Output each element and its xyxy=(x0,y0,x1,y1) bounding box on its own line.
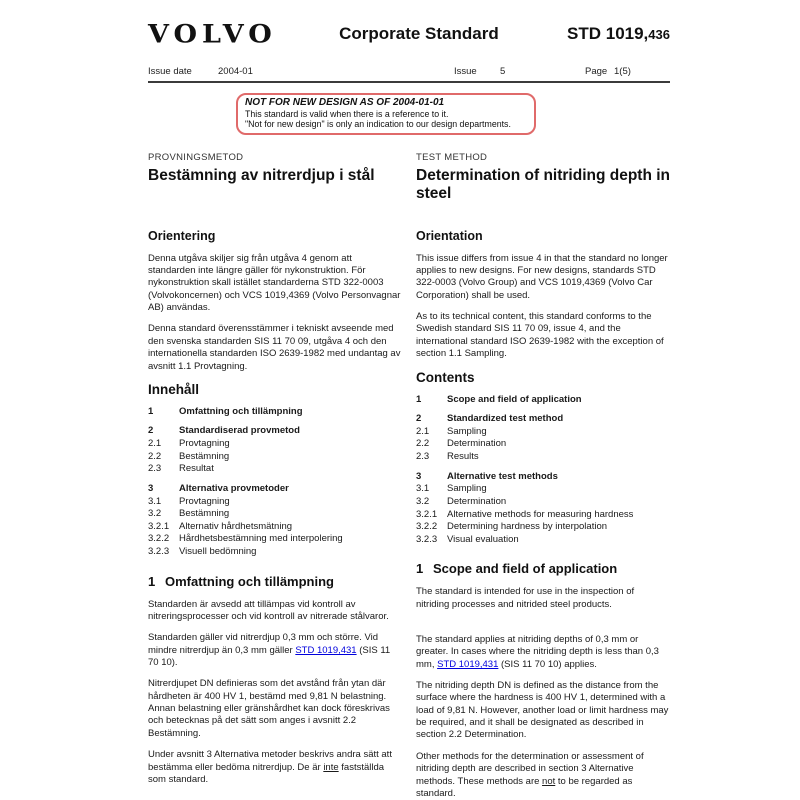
paragraph-text: fastställda som standard. xyxy=(148,761,385,785)
toc-label: Standardiserad provmetod xyxy=(179,425,300,437)
toc-label: Visual evaluation xyxy=(447,533,519,545)
toc-label: Visuell bedömning xyxy=(179,546,257,558)
toc-number: 3.2.2 xyxy=(148,533,170,545)
left-document-title: Bestämning av nitrerdjup i stål xyxy=(148,166,375,184)
toc-label: Bestämning xyxy=(179,508,230,520)
toc-number: 3.2 xyxy=(148,508,162,520)
right-section-1-paragraph-1: The standard is intended for use in the inspection of nitriding processes and nitrided steel products. xyxy=(416,586,635,610)
toc-entry xyxy=(148,496,402,509)
notice-line-3: "Not for new design" is only an indication to our design departments. xyxy=(245,119,511,130)
toc-label: Omfattning och tillämpning xyxy=(179,405,303,417)
english-column xyxy=(416,152,670,800)
toc-entry xyxy=(416,496,670,509)
left-orientation-heading: Orientering xyxy=(148,228,216,243)
emphasized-word: not xyxy=(542,775,556,787)
toc-entry xyxy=(148,406,402,419)
toc-number: 3.2.3 xyxy=(416,533,438,545)
page-label: Page xyxy=(585,66,608,77)
std-1019-431-link[interactable]: STD 1019,431 xyxy=(437,658,499,670)
toc-entry xyxy=(416,438,670,451)
right-orientation-heading: Orientation xyxy=(416,228,483,243)
toc-label: Alternative methods for measuring hardness xyxy=(447,508,634,520)
right-section-1-paragraph-4 xyxy=(416,751,670,800)
document-number-main: STD 1019, xyxy=(567,24,649,43)
left-table-of-contents xyxy=(148,406,402,559)
toc-number: 3.2 xyxy=(416,495,430,507)
toc-entry xyxy=(148,508,402,521)
toc-number: 2.3 xyxy=(148,463,162,475)
document-content xyxy=(148,16,670,800)
toc-label: Alternativ hårdhetsmätning xyxy=(179,520,293,532)
toc-entry xyxy=(416,534,670,547)
paragraph-text: Other methods for the determination or assessment of nitriding depth are described in section 3 Alternative methods. These methods are xyxy=(416,750,644,787)
left-section-1-paragraph-1: Standarden är avsedd att tillämpas vid kontroll av nitreringsprocesser och vid kontroll av nitrerade stålvaror. xyxy=(148,598,389,623)
toc-entry xyxy=(416,483,670,496)
toc-entry xyxy=(148,438,402,451)
toc-number: 2.1 xyxy=(148,438,162,450)
toc-label: Provtagning xyxy=(179,438,230,450)
paragraph-text: to be regarded as standard. xyxy=(416,775,633,799)
toc-entry xyxy=(148,546,402,559)
issue-label: Issue xyxy=(454,66,477,77)
emphasized-word: inte xyxy=(323,761,339,773)
toc-entry xyxy=(148,451,402,464)
toc-entry xyxy=(416,509,670,522)
toc-number: 3 xyxy=(416,470,422,482)
toc-number: 2.2 xyxy=(416,438,430,450)
right-kicker: TEST METHOD xyxy=(416,151,488,163)
section-title: Omfattning och tillämpning xyxy=(165,573,334,589)
toc-label: Alternative test methods xyxy=(447,470,558,482)
volvo-logo: VOLVO xyxy=(148,19,277,49)
toc-number: 3.1 xyxy=(148,495,162,507)
toc-label: Hårdhetsbestämning med interpolering xyxy=(179,533,343,545)
right-section-1-heading xyxy=(416,561,670,576)
toc-entry xyxy=(148,483,402,496)
swedish-column xyxy=(148,152,402,800)
toc-entry xyxy=(148,425,402,438)
toc-label: Sampling xyxy=(447,425,487,437)
toc-entry xyxy=(148,463,402,476)
left-section-1-heading xyxy=(148,574,402,589)
toc-number: 2 xyxy=(416,413,422,425)
right-orientation-paragraph-2: As to its technical content, this standard conforms to the Swedish standard SIS 11 70 09, issue 4, and the international standard ISO 2639-1982 with the exception of section 1.1 Sampling. xyxy=(416,311,664,360)
toc-label: Results xyxy=(447,451,479,462)
not-for-new-design-notice xyxy=(236,93,536,135)
document-number-suffix: 436 xyxy=(648,27,670,42)
paragraph-text: Under avsnitt 3 Alternativa metoder beskrivs andra sätt att bestämma eller bedöma nitrerdjup. De är xyxy=(148,749,392,773)
toc-number: 1 xyxy=(416,393,422,405)
page-value: 1(5) xyxy=(614,66,631,77)
toc-label: Sampling xyxy=(447,483,487,495)
toc-entry xyxy=(416,413,670,426)
left-contents-heading: Innehåll xyxy=(148,381,200,397)
notice-headline: NOT FOR NEW DESIGN AS OF 2004-01-01 xyxy=(245,97,445,108)
toc-label: Standardized test method xyxy=(447,413,564,425)
toc-label: Determination xyxy=(447,438,507,450)
toc-entry xyxy=(416,521,670,534)
right-document-title: Determination of nitriding depth in steel xyxy=(416,166,671,203)
right-table-of-contents xyxy=(416,394,670,547)
right-section-1-paragraph-2 xyxy=(416,634,670,671)
toc-number: 3.2.1 xyxy=(148,520,170,532)
issue-value: 5 xyxy=(500,66,506,77)
document-header xyxy=(148,16,670,52)
toc-label: Determining hardness by interpolation xyxy=(447,521,608,533)
section-title: Scope and field of application xyxy=(433,561,618,577)
toc-entry xyxy=(416,471,670,484)
toc-entry xyxy=(416,394,670,407)
document-type-title: Corporate Standard xyxy=(339,24,499,43)
section-number: 1 xyxy=(148,573,156,589)
left-section-1-paragraph-4 xyxy=(148,749,402,786)
left-section-1-paragraph-2 xyxy=(148,632,402,669)
left-orientation-paragraph-2: Denna standard överensstämmer i tekniskt avseende med den svenska standarden SIS 11 70 09, utgåva 4 och den internationella standarden ISO 2639-1982 med undantag av avsnitt 1.1 Provtagning. xyxy=(148,323,401,372)
section-number: 1 xyxy=(416,561,424,577)
toc-number: 2.1 xyxy=(416,425,430,437)
bilingual-columns xyxy=(148,152,670,800)
toc-label: Determination xyxy=(447,495,507,507)
toc-number: 3.2.1 xyxy=(416,508,438,520)
paragraph-text: The standard applies at nitriding depths of 0,3 mm or greater. In cases where the nitriding depth is less than 0,3 mm, xyxy=(416,634,659,670)
toc-label: Provtagning xyxy=(179,495,230,507)
document-meta-row xyxy=(148,66,670,83)
paragraph-text: Standarden gäller vid nitrerdjup 0,3 mm och större. Vid mindre nitrerdjup än 0,3 mm gäller xyxy=(148,632,379,656)
toc-label: Resultat xyxy=(179,463,214,475)
notice-line-2: This standard is valid when there is a reference to it. xyxy=(245,109,449,119)
paragraph-text: (SIS 11 70 10) applies. xyxy=(498,658,597,670)
toc-number: 2.2 xyxy=(148,450,162,462)
toc-label: Bestämning xyxy=(179,450,230,462)
issue-date-value: 2004-01 xyxy=(218,66,253,77)
std-1019-431-link[interactable]: STD 1019,431 xyxy=(295,644,357,656)
right-contents-heading: Contents xyxy=(416,369,475,385)
toc-label: Alternativa provmetoder xyxy=(179,482,289,494)
toc-number: 2 xyxy=(148,425,154,437)
paragraph-text: (SIS 11 70 10). xyxy=(148,644,391,669)
left-kicker: PROVNINGSMETOD xyxy=(148,151,244,163)
toc-entry xyxy=(416,451,670,464)
issue-date-label: Issue date xyxy=(148,66,192,77)
toc-entry xyxy=(416,426,670,439)
right-orientation-paragraph-1: This issue differs from issue 4 in that the standard no longer applies to new designs. For new designs, standards STD 322-0003 (Volvo Group) and VCS 1019,4369 (Volvo Car Corporation) shall be used. xyxy=(416,252,668,301)
toc-label: Scope and field of application xyxy=(447,393,582,405)
document-number xyxy=(567,24,670,44)
left-orientation-paragraph-1: Denna utgåva skiljer sig från utgåva 4 genom att standarden inte längre gäller för nykonstruktion. För nykonstruktion skall istället standarderna STD 322-0003 (Volvokoncernen) och VCS 1019,4369 (Volvo Personvagnar AB) användas. xyxy=(148,252,401,314)
toc-number: 1 xyxy=(148,405,154,417)
left-section-1-paragraph-3: Nitrerdjupet DN definieras som det avstånd från ytan där hårdheten är 400 HV 1, bestämd med 9,81 N belastning. Annan belastning eller gränshårdhet kan dock föreskrivas och betecknas på det sätt som anges i avsnitt 2.2 Bestämning. xyxy=(148,678,390,739)
right-section-1-paragraph-3: The nitriding depth DN is defined as the distance from the surface where the hardness is 400 HV 1, determined with a load of 9,81 N. However, another load or limit hardness may be required, and it shall be designated as described in section 2.2 Determination. xyxy=(416,680,669,741)
toc-number: 3.2.2 xyxy=(416,521,438,533)
toc-number: 3 xyxy=(148,482,154,494)
toc-entry xyxy=(148,521,402,534)
toc-number: 3.1 xyxy=(416,483,430,495)
toc-number: 2.3 xyxy=(416,451,430,462)
toc-entry xyxy=(148,533,402,546)
toc-number: 3.2.3 xyxy=(148,546,170,558)
